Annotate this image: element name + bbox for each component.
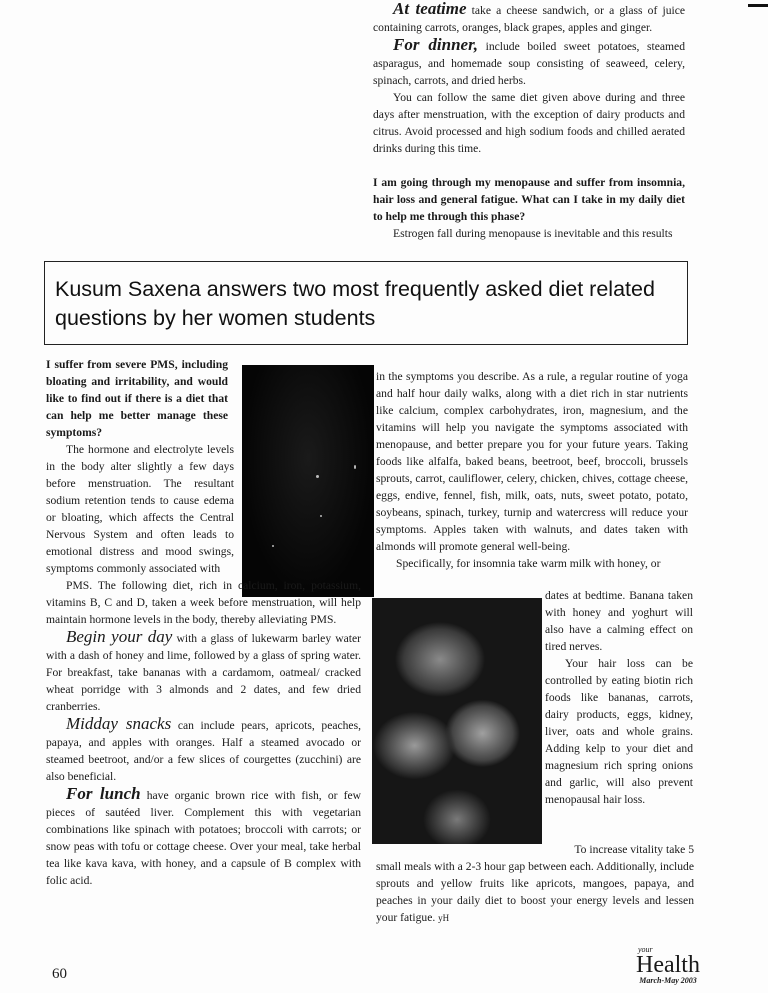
insomnia-start: Specifically, for insomnia take warm milk with honey, or: [396, 557, 661, 570]
breakfast-paragraph: [46, 628, 361, 715]
left-column: [46, 356, 361, 889]
question-menopause: I am going through my menopause and suffer from insomnia, hair loss and general fatigue. What can I take in my daily diet to help me through this phase?: [373, 176, 685, 223]
magazine-logo: [628, 946, 708, 985]
banner-title: Kusum Saxena answers two most frequently asked diet related questions by her women students: [55, 277, 655, 330]
menopause-paragraph: in the symptoms you describe. As a rule, a regular routine of yoga and half hour daily walks, along with a diet rich in star nutrients like calcium, complex carbohydrates, iron, magnesium, and the vitamins will help you navigate the symptoms associated with menopause, and better prepare you for your future years. Taking foods like alfalfa, baked beans, beetroot, beef, broccoli, brussels sprouts, carrot, cauliflower, celery, chicken, chives, cottage cheese, eggs, endive, fennel, fish, milk, oats, nuts, sweet potato, potato, soybeans, spinach, turkey, turnip and watercress will reduce your symptoms. Apples taken with walnuts, and dates taken with almonds will promote general well-being.: [376, 370, 688, 553]
snacks-text: can include pears, apricots, peaches, papaya, and apples with oranges. Half a steamed avocado or steamed beetroot, and/or a few slices of courgettes (zucchini) are also beneficial.: [46, 719, 361, 783]
hormone-paragraph: The hormone and electrolyte levels in the body alter slightly a few days before menstruation. The resultant sodium retention tends to cause edema or bloating, which affects the Central Nervous System and often leads to emotional distress and mood swings, symptoms commonly associated with: [46, 443, 234, 575]
begin-day-lead: Begin your day: [66, 627, 173, 646]
headline-banner: [44, 261, 688, 345]
vitality-start: To increase vitality take 5: [574, 843, 694, 856]
dinner-paragraph: [373, 36, 685, 89]
hair-loss-paragraph: Your hair loss can be controlled by eating biotin rich foods like bananas, carrots, dairy products, eggs, kidney, liver, oats and whole grains. Adding kelp to your diet and magnesium rich spring onions and garlic, will also prevent menopausal hair loss.: [545, 657, 693, 806]
lunch-paragraph: [46, 785, 361, 889]
snacks-paragraph: [46, 715, 361, 785]
logo-health: Health: [636, 952, 700, 978]
right-lower-column: [545, 587, 693, 808]
pms-diet-paragraph: PMS. The following diet, rich in calcium, iron, potassium, vitamins B, C and D, taken a week before menstruation, will help maintain hormone levels in the body, thereby alleviating PMS.: [46, 579, 361, 626]
issue-date: March-May 2003: [639, 976, 697, 985]
top-column: [373, 0, 685, 242]
menstruation-paragraph: You can follow the same diet given above during and three days after menstruation, with the exception of dairy products and citrus. Avoid processed and high sodium foods and chilled aerated drinks during this time.: [373, 91, 685, 155]
fruit-photo: [372, 598, 542, 844]
page-number: 60: [52, 966, 67, 982]
question-pms: I suffer from severe PMS, including bloating and irritability, and would like to find out if there is a diet that can help me better manage these symptoms?: [46, 358, 228, 439]
dinner-text: include boiled sweet potatoes, steamed asparagus, and homemade soup consisting of seaweed, celery, spinach, carrots, and dried herbs.: [373, 40, 686, 87]
dinner-lead: For dinner,: [393, 35, 479, 54]
corner-mark: [748, 4, 768, 7]
end-mark: yH: [438, 913, 450, 923]
lunch-text: have organic brown rice with fish, or few pieces of sautéed liver. Complement this with vegetarian combinations like spinach with potatoes; broccoli with carrots; or snow peas with tofu or cottage cheese. Over your meal, take herbal tea like kava kava, with honey, and a capsule of B complex with folic acid.: [46, 789, 361, 887]
right-bottom-column: [376, 841, 694, 927]
insomnia-continued: dates at bedtime. Banana taken with honey and yoghurt will also have a calming effect on tired nerves.: [545, 589, 693, 653]
estrogen-paragraph: Estrogen fall during menopause is inevitable and this results: [393, 227, 673, 240]
snacks-lead: Midday snacks: [66, 714, 172, 733]
vitality-paragraph: [376, 858, 694, 927]
logo-your: your: [638, 945, 653, 954]
breakfast-text: with a glass of lukewarm barley water with a dash of honey and lime, followed by a glass of spring water. For breakfast, take bananas with a cardamom, oatmeal/ cracked wheat porridge with 3 almonds and 2 dates, and few dried cranberries.: [46, 632, 361, 713]
vitality-text: small meals with a 2-3 hour gap between each. Additionally, include sprouts and yellow fruits like apricots, mangoes, papaya, and peaches in your daily diet to boost your energy levels and lessen your fatigue.: [376, 860, 694, 924]
lunch-lead: For lunch: [66, 784, 141, 803]
teatime-paragraph: [373, 0, 685, 36]
right-column: [376, 368, 688, 572]
teatime-text: take a cheese sandwich, or a glass of juice containing carrots, oranges, black grapes, apples and ginger.: [373, 4, 685, 34]
teatime-lead: At teatime: [393, 0, 467, 18]
